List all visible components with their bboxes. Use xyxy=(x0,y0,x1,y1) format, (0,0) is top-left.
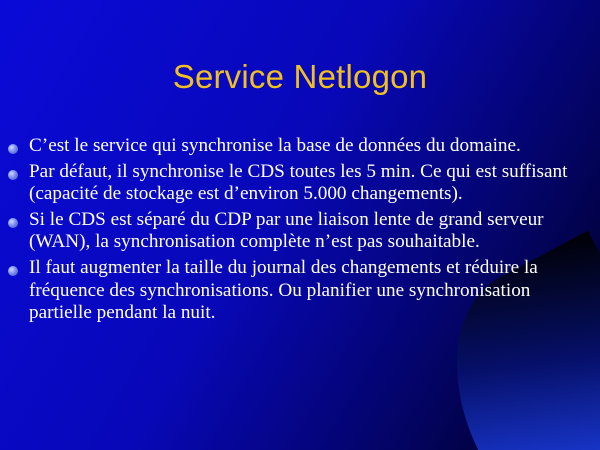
bullet-text: Par défaut, il synchronise le CDS toutes les 5 min. Ce qui est suffisant (capacité de stockage est d’environ 5.000 changements). xyxy=(29,160,568,205)
bullet-item xyxy=(29,135,589,158)
bullet-icon xyxy=(8,218,18,228)
bullet-icon xyxy=(8,170,18,180)
bullet-text: Si le CDS est séparé du CDP par une liaison lente de grand serveur (WAN), la synchronisation complète n’est pas souhaitable. xyxy=(29,208,544,253)
bullet-item xyxy=(29,161,589,206)
bullet-text: C’est le service qui synchronise la base de données du domaine. xyxy=(29,135,521,156)
bullet-item xyxy=(29,209,589,254)
bullet-item xyxy=(29,257,589,325)
bullet-list xyxy=(29,135,589,328)
bullet-text: Il faut augmenter la taille du journal des changements et réduire la fréquence des synchronisations. Ou planifier une synchronisation partielle pendant la nuit. xyxy=(29,256,538,324)
slide-title: Service Netlogon xyxy=(172,58,428,95)
bullet-icon xyxy=(8,266,18,276)
bullet-icon xyxy=(8,144,18,154)
